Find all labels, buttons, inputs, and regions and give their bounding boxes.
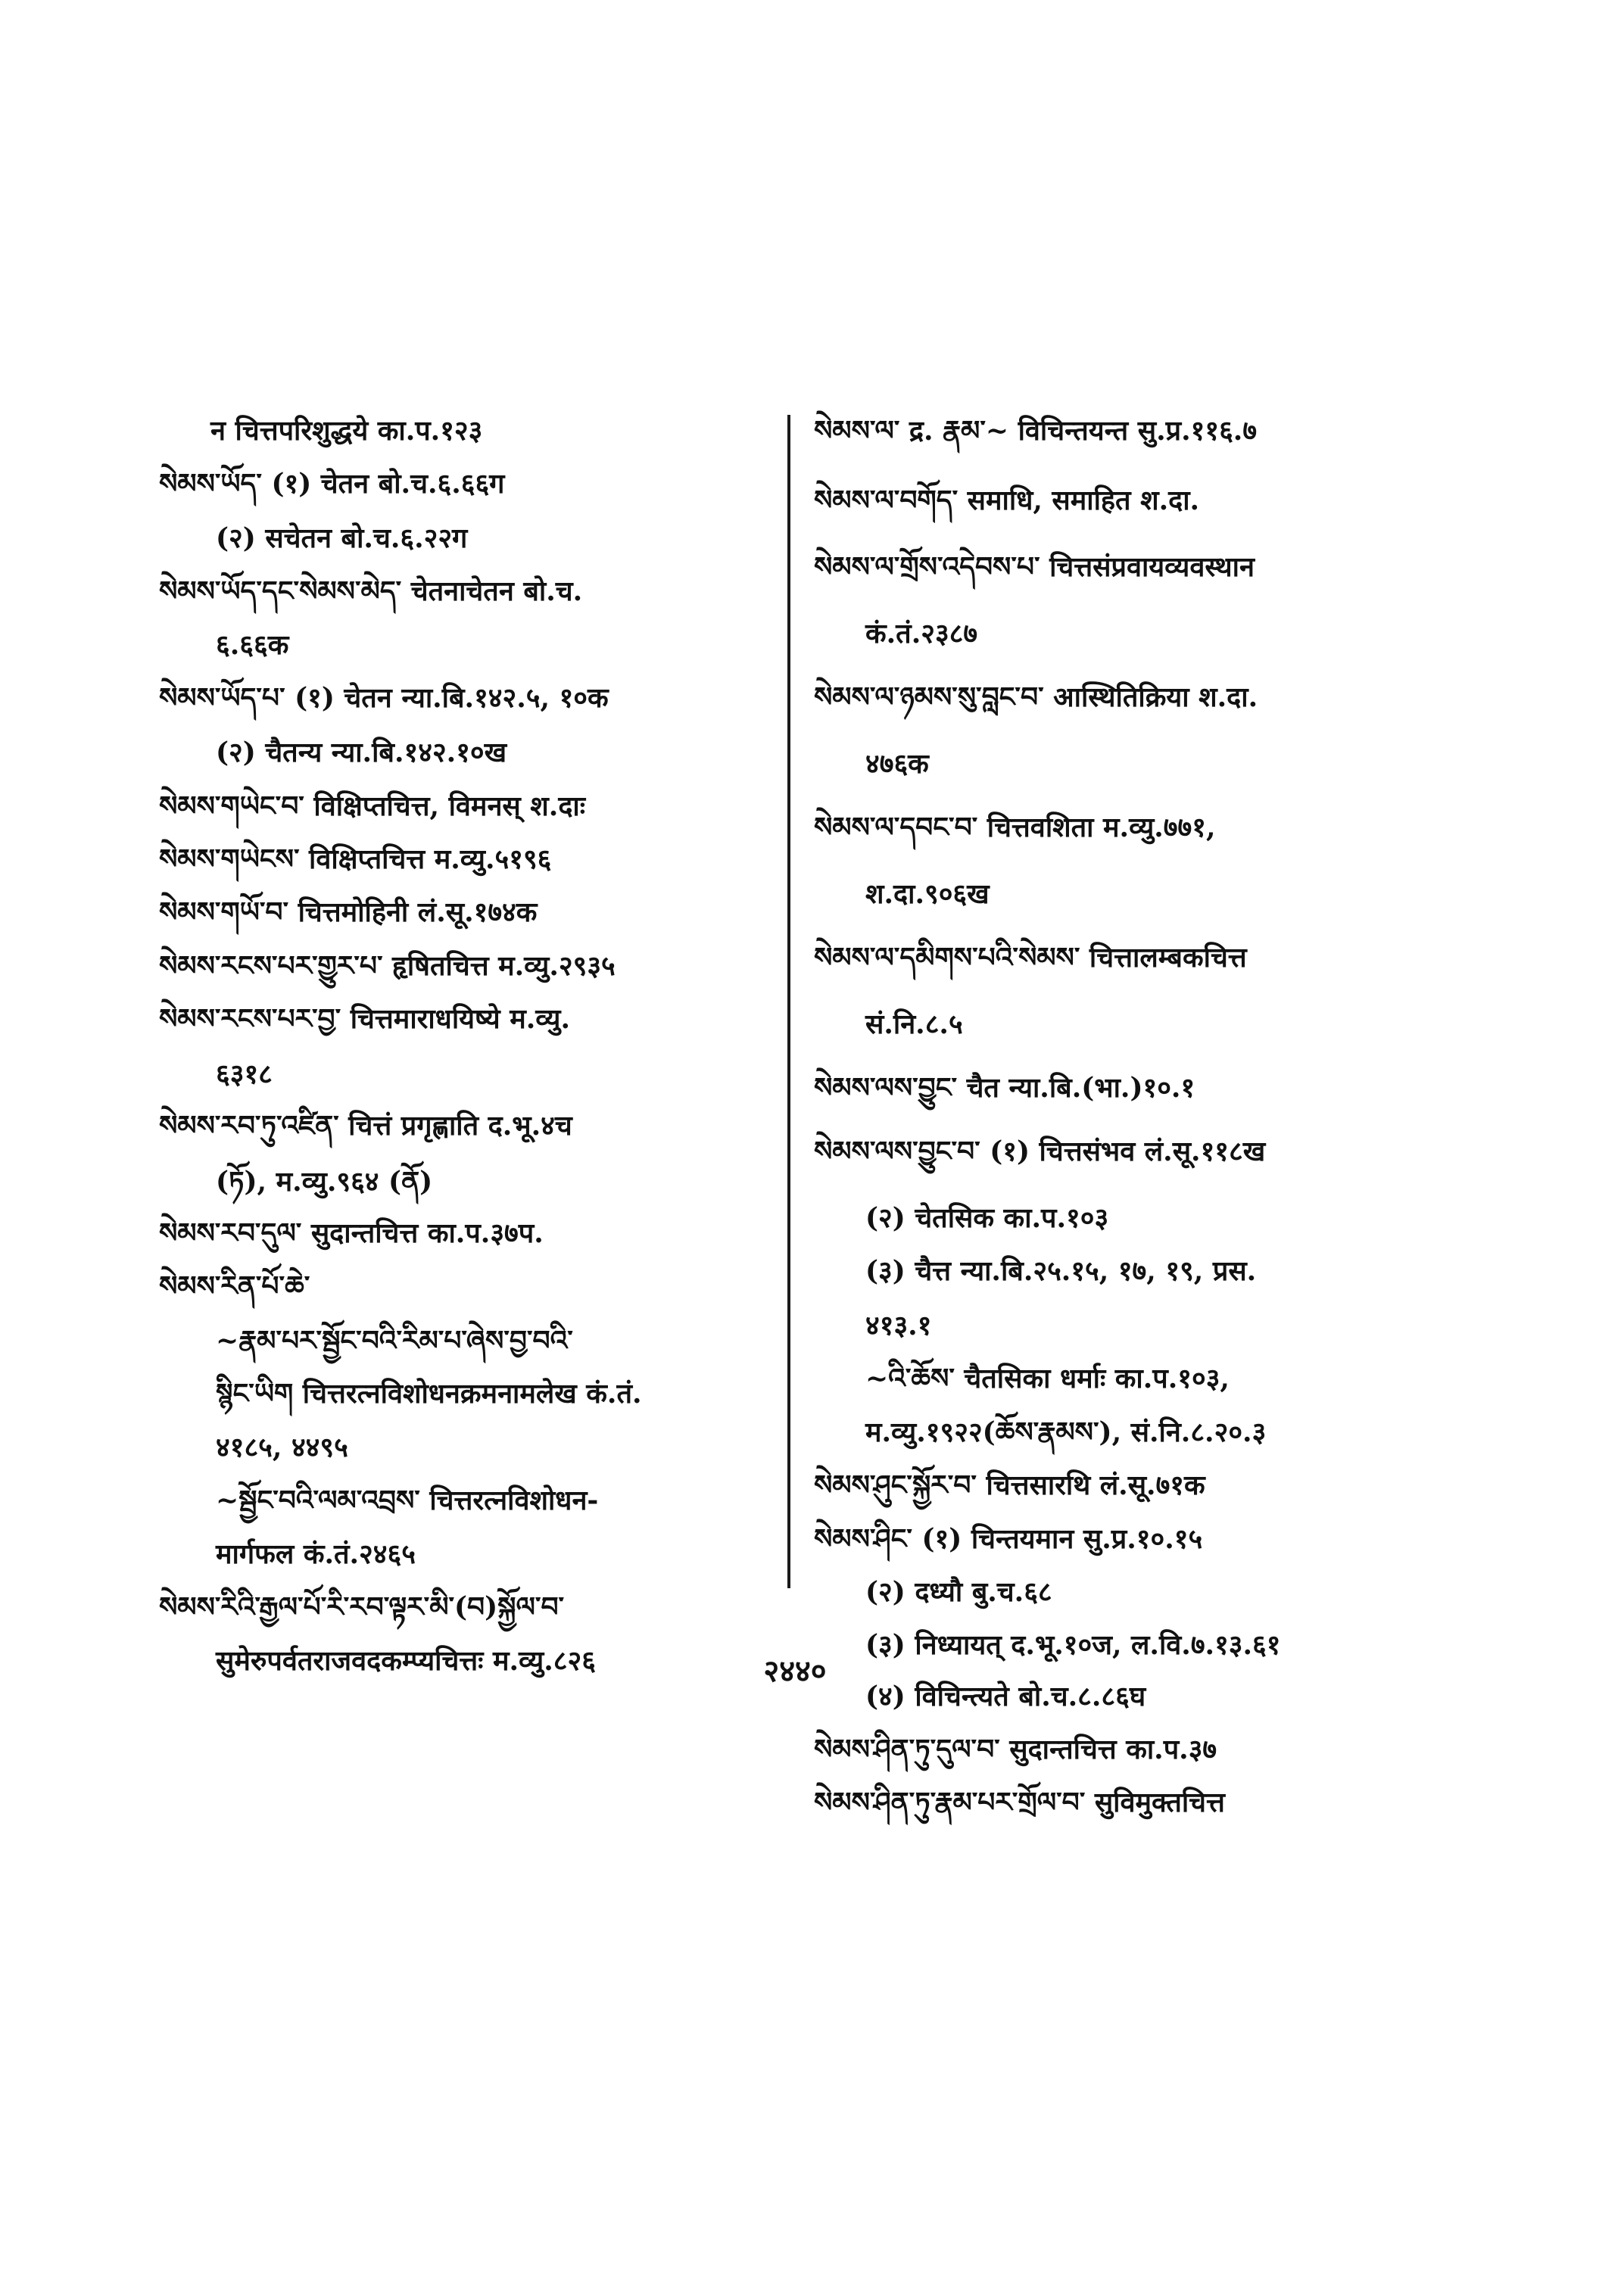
entry-line: (२) चेतसिक का.प.१०३ xyxy=(865,1202,1109,1234)
entry-line: सं.नि.८.५ xyxy=(865,1008,963,1040)
page-number: २४४० xyxy=(763,1653,827,1689)
entry-line: ६३१८ xyxy=(216,1058,273,1090)
entry-line: སེམས་ཤིན་ཏུ་དུལ་བ་ सुदान्तचित्त का.प.३७ xyxy=(814,1734,1217,1765)
entry-line: (ཏོ), म.व्यु.९६४ (ནོ) xyxy=(216,1166,433,1198)
entry-line: ~སྦྱོང་བའི་ལམ་འབྲས་ चित्तरत्नविशोधन- xyxy=(216,1485,599,1516)
entry-line: श.दा.९०६ख xyxy=(865,878,990,910)
entry-line: मार्गफल कं.तं.२४६५ xyxy=(216,1538,416,1570)
entry-line: སེམས་ལ་དམིགས་པའི་སེམས་ चित्तालम्बकचित्त xyxy=(814,942,1247,974)
entry-line: ४१३.१ xyxy=(865,1310,932,1341)
entry-line: सुमेरुपर्वतराजवदकम्प्यचित्तः म.व्यु.८२६ xyxy=(216,1645,596,1677)
entry-line: (३) निध्यायत् द.भू.१०ज, ल.वि.७.१३.६१ xyxy=(865,1629,1281,1661)
entry-line: (३) चैत्त न्या.बि.२५.१५, १७, १९, प्रस. xyxy=(865,1255,1257,1287)
entry-line: སེམས་ཤིན་ཏུ་རྣམ་པར་གྲོལ་བ་ सुविमुक्तचित्त xyxy=(814,1787,1225,1818)
entry-line: སེམས་རིན་པོ་ཆེ་ xyxy=(159,1270,310,1302)
entry-line: म.व्यु.१९२२(ཆོས་རྣམས་), सं.नि.८.२०.३ xyxy=(865,1416,1267,1448)
entry-line: སེམས་རངས་པར་གྱུར་པ་ हृषितचित्त म.व्यु.२९३५ xyxy=(159,950,616,982)
entry-line: སེམས་རིའི་རྒྱལ་པོ་རི་རབ་ལྟར་མི་(བ)སྐྱོལ་བ་ xyxy=(159,1591,565,1623)
entry-line: ~རྣམ་པར་སྦྱོང་བའི་རིམ་པ་ཞེས་བྱ་བའི་ xyxy=(216,1325,573,1357)
entry-line: སེམས་ལས་བྱུང་བ་ (१) चित्तसंभव लं.सू.११८ख xyxy=(814,1136,1266,1167)
entry-line: ~འི་ཆོས་ चैतसिका धर्माः का.प.१०३, xyxy=(865,1363,1230,1394)
entry-line: ४७६क xyxy=(865,748,929,780)
entry-line: སྙིང་ཡིག चित्तरत्नविशोधनक्रमनामलेख कं.तं. xyxy=(216,1378,642,1410)
entry-line: སེམས་ཡོད་ (१) चेतन बो.च.६.६६ग xyxy=(159,468,505,500)
entry-line: སེམས་གཡེང་བ་ विक्षिप्तचित्त, विमनस् श.दाः xyxy=(159,790,586,822)
entry-line: སེམས་གཡེངས་ विक्षिप्तचित्त म.व्यु.५१९६ xyxy=(159,843,552,875)
entry-line: ६.६६क xyxy=(216,629,289,661)
entry-line: न चित्तपरिशुद्धये का.प.१२३ xyxy=(210,415,483,447)
entry-line: कं.तं.२३८७ xyxy=(865,618,978,650)
entry-line: སེམས་རབ་དུལ་ सुदान्तचित्त का.प.३७प. xyxy=(159,1217,544,1249)
entry-line: (४) विचिन्त्यते बो.च.८.८६घ xyxy=(865,1681,1146,1712)
entry-line: (२) चैतन्य न्या.बि.१४२.१०ख xyxy=(216,737,507,768)
entry-line: ४१८५, ४४९५ xyxy=(216,1432,348,1463)
entry-line: (२) दध्यौ बु.च.६८ xyxy=(865,1576,1052,1608)
entry-line: སེམས་ལས་བྱུང་ चैत न्या.बि.(भा.)१०.१ xyxy=(814,1072,1195,1104)
entry-line: སེམས་ལ་བགོད་ समाधि, समाहित श.दा. xyxy=(814,484,1200,516)
entry-line: སེམས་ཤུང་སྐྱོར་བ་ चित्तसारथि लं.सू.७१क xyxy=(814,1469,1205,1501)
entry-line: སེམས་ལ་ द्र. རྣམ་~ विचिन्तयन्त सु.प्र.११६.७ xyxy=(814,415,1258,447)
entry-line: སེམས་ལ་དབང་བ་ चित्तवशिता म.व्यु.७७१, xyxy=(814,812,1216,843)
entry-line: སེམས་རབ་ཏུ་འཛིན་ चित्तं प्रगृह्णाति द.भू.४च xyxy=(159,1110,572,1142)
entry-line: (२) सचेतन बो.च.६.२२ग xyxy=(216,522,468,554)
entry-line: སེམས་ལ་ཉམས་སུ་བླང་བ་ आस्थितिक्रिया श.दा. xyxy=(814,681,1258,713)
entry-line: སེམས་ལ་གྲོས་འདེབས་པ་ चित्तसंप्रवायव्यवस्थान xyxy=(814,551,1255,583)
entry-line: སེམས་གཡོ་བ་ चित्तमोहिनी लं.सू.१७४क xyxy=(159,896,538,928)
entry-line: སེམས་ཡོད་དང་སེམས་མེད་ चेतनाचेतन बो.च. xyxy=(159,575,583,607)
entry-line: སེམས་ཤིང་ (१) चिन्तयमान सु.प्र.१०.१५ xyxy=(814,1523,1203,1555)
column-divider xyxy=(787,415,790,1588)
entry-line: སེམས་རངས་པར་བྱ་ चित्तमाराधयिष्ये म.व्यु. xyxy=(159,1003,571,1035)
entry-line: སེམས་ཡོད་པ་ (१) चेतन न्या.बि.१४२.५, १०क xyxy=(159,682,609,714)
